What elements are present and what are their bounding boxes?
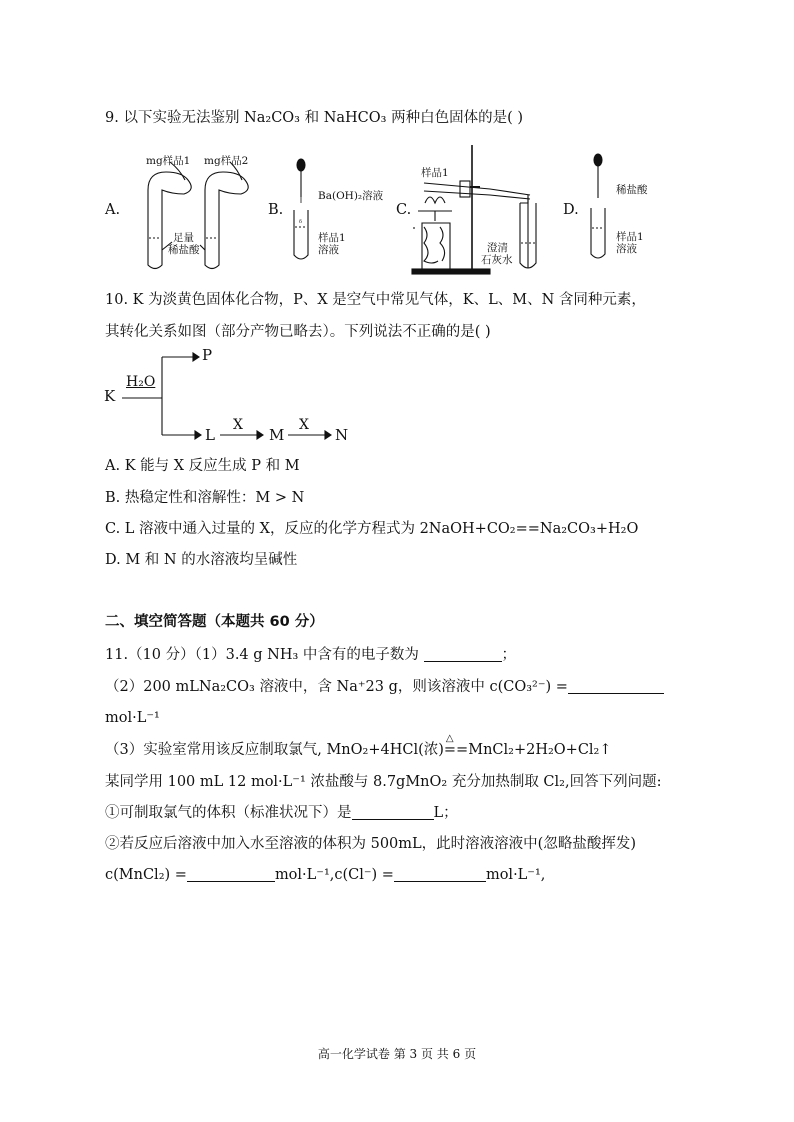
diagram-m: M bbox=[269, 426, 285, 444]
q11-part1 bbox=[105, 645, 516, 665]
q11-cl-unit: mol·L⁻¹, bbox=[485, 867, 546, 883]
q10-option-a: A. K 能与 X 反应生成 P 和 M bbox=[105, 458, 300, 474]
figc-sample-label: 样品1 bbox=[421, 167, 449, 179]
q10-conversion-diagram bbox=[100, 345, 360, 450]
q11-conditions: 某同学用 100 mL 12 mol·L⁻¹ 浓盐酸与 8.7gMnO₂ 充分加热制取 Cl₂,回答下列问题: bbox=[105, 774, 662, 790]
q11-part2 bbox=[105, 677, 664, 697]
diagram-x1: X bbox=[233, 417, 243, 433]
q9-option-a-label: A. bbox=[105, 202, 121, 218]
q10-stem-line2: 其转化关系如图（部分产物已略去）。下列说法不正确的是( ) bbox=[105, 324, 491, 340]
q11-part2-unit: mol·L⁻¹ bbox=[105, 710, 160, 726]
diagram-x2: X bbox=[299, 417, 309, 433]
figb-sample-line1: 样品1 bbox=[318, 232, 346, 244]
q11-sub1-blank[interactable] bbox=[352, 803, 434, 820]
figc-water-line2: 石灰水 bbox=[481, 254, 513, 266]
q11-part1-end: ； bbox=[501, 647, 517, 663]
q9-figure-c bbox=[410, 143, 550, 278]
q11-part2-text: （2）200 mLNa₂CO₃ 溶液中，含 Na⁺23 g，则该溶液中 c(CO₃²⁻) = bbox=[105, 679, 568, 695]
svg-text:δ: δ bbox=[299, 219, 303, 225]
q9-option-b-label: B. bbox=[268, 202, 284, 218]
q11-sub2-answers bbox=[105, 865, 545, 885]
q11-mncl2-blank[interactable] bbox=[187, 865, 275, 882]
q11-cl-label: mol·L⁻¹,c(Cl⁻) = bbox=[274, 867, 394, 883]
figc-water-line1: 澄清 bbox=[487, 242, 508, 254]
q11-sub1-text: ①可制取氯气的体积（标准状况下）是 bbox=[105, 805, 352, 821]
diagram-p: P bbox=[202, 346, 213, 364]
q11-part1-blank[interactable] bbox=[424, 645, 502, 662]
q11-part3-text: （3）实验室常用该反应制取氯气, MnO₂+4HCl(浓) bbox=[105, 742, 444, 758]
q11-mncl2-label: c(MnCl₂) = bbox=[105, 867, 187, 883]
section-2-heading: 二、填空简答题（本题共 60 分） bbox=[105, 614, 324, 630]
figd-sample-line2: 溶液 bbox=[616, 243, 637, 255]
q11-part1-text: 11.（10 分）（1）3.4 g NH₃ 中含有的电子数为 bbox=[105, 647, 419, 663]
q9-option-c-label: C. bbox=[396, 202, 412, 218]
q9-figure-a bbox=[130, 150, 270, 270]
q9-figure-d bbox=[587, 150, 617, 265]
page-footer: 高一化学试卷 第 3 页 共 6 页 bbox=[317, 1047, 477, 1061]
diagram-n: N bbox=[335, 426, 349, 444]
q11-part2-blank[interactable] bbox=[568, 677, 664, 694]
diagram-h2o: H₂O bbox=[126, 374, 156, 390]
figa-acid-line2: 稀盐酸 bbox=[168, 244, 200, 256]
diagram-l: L bbox=[205, 426, 215, 444]
q10-stem-line1: 10. K 为淡黄色固体化合物，P、X 是空气中常见气体，K、L、M、N 含同种元素， bbox=[105, 292, 646, 308]
q10-option-b: B. 热稳定性和溶解性：M > N bbox=[105, 490, 305, 506]
q11-cl-blank[interactable] bbox=[394, 865, 486, 882]
heat-delta-symbol: △ bbox=[445, 733, 454, 744]
figa-sample1-label: mg样品1 bbox=[146, 155, 191, 167]
q11-sub2: ②若反应后溶液中加入水至溶液的体积为 500mL，此时溶液溶液中(忽略盐酸挥发) bbox=[105, 836, 636, 852]
q9-stem: 9. 以下实验无法鉴别 Na₂CO₃ 和 NaHCO₃ 两种白色固体的是( ) bbox=[105, 110, 524, 126]
q10-option-c: C. L 溶液中通入过量的 X，反应的化学方程式为 2NaOH+CO₂==Na₂CO₃+H₂O bbox=[105, 521, 639, 537]
figb-reagent-label: Ba(OH)₂溶液 bbox=[318, 190, 384, 202]
q11-heat-equals bbox=[443, 733, 469, 760]
q11-part3 bbox=[105, 733, 612, 760]
q9-figure-b bbox=[290, 155, 320, 265]
q9-option-d-label: D. bbox=[563, 202, 579, 218]
figd-reagent-label: 稀盐酸 bbox=[616, 184, 648, 196]
figa-acid-line1: 足量 bbox=[173, 232, 194, 244]
heat-equals-sign: == bbox=[443, 742, 469, 758]
q10-option-d: D. M 和 N 的水溶液均呈碱性 bbox=[105, 552, 298, 568]
q11-sub1 bbox=[105, 803, 458, 823]
q11-sub1-unit: L； bbox=[433, 805, 458, 821]
q11-part3-products: MnCl₂+2H₂O+Cl₂↑ bbox=[468, 742, 612, 758]
diagram-k: K bbox=[104, 387, 116, 405]
figd-sample-line1: 样品1 bbox=[616, 231, 644, 243]
figa-sample2-label: mg样品2 bbox=[204, 155, 249, 167]
figb-sample-line2: 溶液 bbox=[318, 244, 339, 256]
